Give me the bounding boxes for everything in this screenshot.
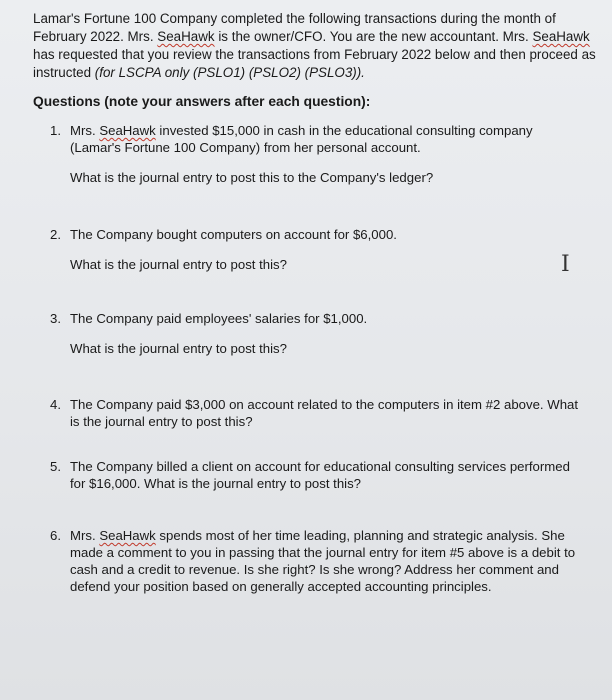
question-number: 5. bbox=[50, 459, 61, 474]
question-number: 1. bbox=[50, 123, 61, 138]
question-name: SeaHawk bbox=[99, 528, 156, 543]
intro-text-3: has requested that you review the transactions from February 2022 below and then proceed as instructed bbox=[33, 47, 596, 80]
question-subtext: What is the journal entry to post this to the Company's ledger? bbox=[70, 170, 434, 185]
question-subtext: What is the journal entry to post this? bbox=[70, 341, 287, 356]
text-cursor-icon: I bbox=[561, 252, 570, 277]
intro-text-1: Lamar's Fortune 100 Company completed the following transactions during the month of February 2022. Mrs. bbox=[33, 11, 556, 44]
question-item bbox=[50, 396, 580, 430]
question-text-part: Mrs. bbox=[70, 123, 100, 138]
question-item bbox=[50, 226, 580, 273]
questions-heading: Questions (note your answers after each question): bbox=[33, 94, 371, 109]
intro-name-2: SeaHawk bbox=[532, 29, 590, 44]
intro-paragraph bbox=[33, 10, 598, 82]
question-number: 2. bbox=[50, 227, 61, 242]
question-text: The Company bought computers on account for $6,000. bbox=[70, 227, 397, 242]
question-number: 3. bbox=[50, 311, 61, 326]
question-text-part: invested $15,000 in cash in the educational consulting company (Lamar's Fortune 100 Company) from her personal account. bbox=[70, 123, 533, 155]
question-item bbox=[50, 458, 580, 492]
question-item bbox=[50, 527, 580, 595]
question-text bbox=[70, 527, 580, 595]
intro-text-2: is the owner/CFO. You are the new accountant. Mrs. bbox=[214, 29, 533, 44]
question-number: 6. bbox=[50, 528, 61, 543]
question-text bbox=[70, 122, 580, 156]
intro-paren: (for LSCPA only (PSLO1) (PSLO2) (PSLO3)). bbox=[94, 65, 365, 80]
question-text: The Company paid $3,000 on account related to the computers in item #2 above. What is the journal entry to post this? bbox=[70, 397, 579, 429]
question-item bbox=[50, 310, 580, 357]
question-text: The Company billed a client on account for educational consulting services performed for $16,000. What is the journal entry to post this? bbox=[70, 459, 570, 491]
question-item bbox=[50, 122, 580, 186]
question-number: 4. bbox=[50, 397, 61, 412]
intro-name-1: SeaHawk bbox=[157, 29, 215, 44]
question-text: The Company paid employees' salaries for $1,000. bbox=[70, 311, 368, 326]
question-subtext: What is the journal entry to post this? bbox=[70, 257, 287, 272]
question-text-part: Mrs. bbox=[70, 528, 100, 543]
question-name: SeaHawk bbox=[99, 123, 156, 138]
question-text-part: spends most of her time leading, planning and strategic analysis. She made a comment to you in passing that the journal entry for item #5 above is a debit to cash and a credit to revenue. Is she right? Is she wrong? Address her comment and defend your position based on generally accepted accounting principles. bbox=[70, 528, 576, 594]
